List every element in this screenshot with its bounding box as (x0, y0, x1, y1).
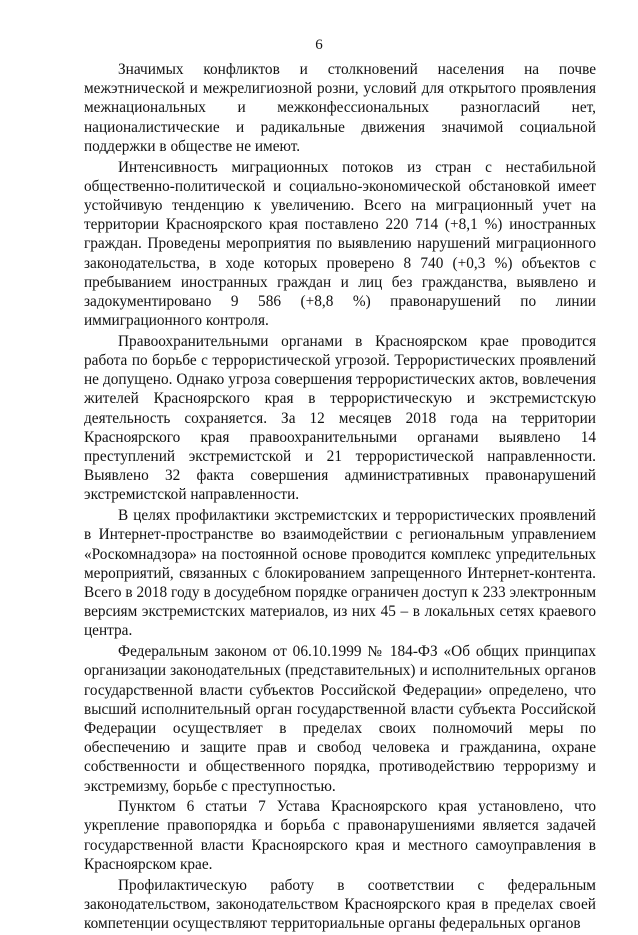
paragraph-prevention: Профилактическую работу в соответствии с федеральным законодательством, законодательством Красноярского края в пределах своей компетенции осуществляют территориальные органы федеральных органов (84, 876, 596, 932)
document-body (84, 60, 596, 935)
paragraph-internet-extremism: В целях профилактики экстремистских и террористических проявлений в Интернет-пространстве во взаимодействии с региональным управлением «Роскомнадзора» на постоянной основе проводится комплекс упредительных мероприятий, связанных с блокированием запрещенного Интернет-контента. Всего в 2018 году в досудебном порядке ограничен доступ к 233 электронным версиям экстремистских материалов, из них 45 – в локальных сетях краевого центра. (84, 507, 596, 640)
paragraph-charter: Пунктом 6 статьи 7 Устава Красноярского края установлено, что укрепление правопорядка и борьба с правонарушениями является задачей государственной власти Красноярского края и местного самоуправления в Красноярском крае. (84, 798, 596, 873)
paragraph-migration: Интенсивность миграционных потоков из стран с нестабильной общественно-политической и социально-экономической обстановкой имеет устойчивую тенденцию к увеличению. Всего на миграционный учет на территории Красноярского края поставлено 220 714 (+8,1 %) иностранных граждан. Проведены мероприятия по выявлению нарушений миграционного законодательства, в ходе которых проверено 8 740 (+0,3 %) объектов с пребыванием иностранных граждан и лиц без гражданства, выявлено и задокументировано 9 586 (+8,8 %) правонарушений по линии иммиграционного контроля. (84, 158, 596, 330)
paragraph-terrorism: Правоохранительными органами в Красноярском крае проводится работа по борьбе с террористической угрозой. Террористических проявлений не допущено. Однако угроза совершения террористических актов, вовлечения жителей Красноярского края в террористическую и экстремистскую деятельность сохраняется. За 12 месяцев 2018 года на территории Красноярского края правоохранительными органами выявлено 14 преступлений экстремистской и 21 террористической направленности. Выявлено 32 факта совершения административных правонарушений экстремистской направленности. (84, 332, 596, 504)
paragraph-federal-law: Федеральным законом от 06.10.1999 № 184-ФЗ «Об общих принципах организации законодательных (представительных) и исполнительных органов государственной власти субъектов Российской Федерации» определено, что высший исполнительный орган государственной власти субъекта Российской Федерации осуществляет в пределах своих полномочий меры по обеспечению и защите прав и свобод человека и гражданина, охране собственности и общественного порядка, противодействию терроризму и экстремизму, борьбе с преступностью. (84, 643, 596, 795)
page-number: 6 (315, 37, 323, 53)
paragraph-ethnic-conflicts: Значимых конфликтов и столкновений населения на почве межэтнической и межрелигиозной розни, условий для открытого проявления межнациональных и межконфессиональных разногласий нет, националистические и радикальные движения значимой социальной поддержки в обществе не имеют. (84, 61, 596, 155)
